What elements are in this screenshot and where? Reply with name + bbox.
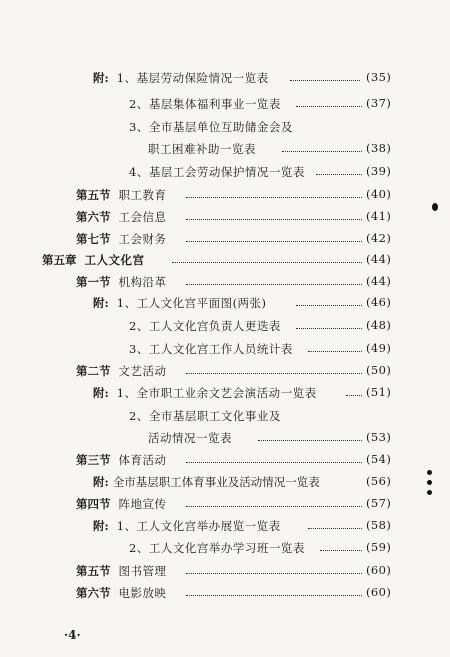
dot-leader [290,80,360,81]
toc-page-number: (40) [366,187,392,201]
toc-text: 机构沿革 [118,275,167,289]
dot-leader [186,197,362,198]
toc-page-number: (44) [366,274,392,288]
toc-entry [76,187,167,203]
toc-row [0,361,450,381]
toc-row [0,94,450,114]
toc-entry [76,274,167,290]
toc-entry [129,408,281,424]
toc-page-number: (46) [366,295,392,309]
toc-entry [76,563,167,579]
dot-leader [282,151,362,152]
toc-text: 电影放映 [118,586,167,600]
toc-row [0,428,450,448]
toc-page-number: (57) [366,496,392,510]
toc-page-number: (42) [366,231,392,245]
toc-text: 1、工人文化宫举办展览一览表 [116,519,281,533]
toc-label: 附: [93,475,109,489]
toc-page-number: (35) [366,70,392,84]
dot-leader [186,595,362,596]
toc-text: 4、基层工会劳动保护情况一览表 [129,165,305,179]
toc-text: 工会信息 [118,210,167,224]
toc-text: 文艺活动 [118,364,167,378]
toc-label: 第三节 [76,453,111,467]
toc-text: 工会财务 [118,232,167,246]
toc-entry [93,385,317,401]
toc-entry [76,231,167,247]
toc-label: 第四节 [76,497,111,511]
toc-text: 体育活动 [118,453,167,467]
dot-leader [186,219,362,220]
toc-text: 1、基层劳动保险情况一览表 [116,71,269,85]
toc-page-number: (44) [366,252,392,266]
toc-row [0,139,450,159]
dot-leader [308,528,362,529]
footer-page-number: ·4· [64,628,81,642]
dot-leader [296,106,362,107]
toc-entry [76,585,167,601]
toc-row [0,561,450,581]
toc-text: 图书管理 [118,564,167,578]
toc-row [0,250,450,270]
dot-leader [346,395,362,396]
toc-page-number: (39) [366,164,392,178]
toc-row [0,229,450,249]
toc-text: 3、全市基层单位互助储金会及 [129,120,293,134]
toc-row [0,516,450,536]
toc-entry [129,341,293,357]
toc-row [0,583,450,603]
toc-page-number: (56) [366,474,392,488]
toc-label: 第五章 [42,253,77,267]
toc-entry [93,518,281,534]
toc-text: 1、工人文化宫平面图(两张) [116,296,267,310]
toc-page-number: (54) [366,452,392,466]
toc-row [0,117,450,137]
toc-label: 第一节 [76,275,111,289]
toc-label: 第六节 [76,586,111,600]
toc-label: 第五节 [76,564,111,578]
toc-entry [129,540,305,556]
toc-label: 第二节 [76,364,111,378]
toc-entry [76,496,167,512]
toc-page-number: (58) [366,518,392,532]
dot-leader [296,328,362,329]
toc-row [0,293,450,313]
toc-text: 阵地宣传 [118,497,167,511]
toc-entry [129,318,281,334]
toc-text: 2、全市基层职工文化事业及 [129,409,281,423]
dot-leader [186,462,362,463]
toc-row [0,450,450,470]
toc-text: 2、工人文化宫举办学习班一览表 [129,541,305,555]
toc-page-number: (51) [366,385,392,399]
toc-entry [148,141,256,157]
dot-leader [186,241,362,242]
dot-leader [186,506,362,507]
toc-entry [93,474,320,490]
toc-row [0,316,450,336]
binding-hole-mark [427,470,432,475]
toc-text: 3、工人文化宫工作人员统计表 [129,342,293,356]
dot-leader [320,550,362,551]
binding-hole-mark [427,490,432,495]
toc-label: 附: [93,71,109,85]
toc-entry [93,295,267,311]
toc-page-number: (59) [366,540,392,554]
toc-label: 附: [93,296,109,310]
toc-row [0,472,450,492]
toc-row [0,68,450,88]
dot-leader [316,174,362,175]
toc-row [0,494,450,514]
toc-entry [42,252,145,268]
dot-leader [296,305,362,306]
binding-hole-mark [427,480,432,485]
toc-text: 2、基层集体福利事业一览表 [129,97,281,111]
toc-row [0,538,450,558]
toc-page-number: (48) [366,318,392,332]
toc-entry [148,430,232,446]
toc-row [0,185,450,205]
toc-entry [76,452,167,468]
toc-page-number: (41) [366,209,392,223]
toc-entry [93,70,269,86]
toc-label: 第五节 [76,188,111,202]
toc-entry [129,164,305,180]
toc-label: 附: [93,386,109,400]
toc-label: 第六节 [76,210,111,224]
toc-label: 第七节 [76,232,111,246]
toc-page-number: (60) [366,563,392,577]
dot-leader [172,262,362,263]
dot-leader [186,373,362,374]
toc-page-number: (49) [366,341,392,355]
toc-text: 活动情况一览表 [148,431,232,445]
toc-text: 职工教育 [118,188,167,202]
toc-page-number: (53) [366,430,392,444]
toc-row [0,207,450,227]
toc-text: 工人文化宫 [84,253,145,267]
dot-leader [186,284,362,285]
toc-row [0,339,450,359]
dot-leader [308,351,362,352]
toc-entry [129,96,281,112]
toc-page-number: (50) [366,363,392,377]
dot-leader [258,440,362,441]
toc-row [0,272,450,292]
toc-label: 附: [93,519,109,533]
toc-text: 职工困难补助一览表 [148,142,256,156]
toc-entry [76,209,167,225]
toc-row [0,383,450,403]
toc-page-number: (37) [366,96,392,110]
toc-page-number: (38) [366,141,392,155]
dot-leader [186,573,362,574]
toc-row [0,406,450,426]
toc-entry [76,363,167,379]
toc-entry [129,119,293,135]
binding-hole-mark [432,203,438,211]
toc-text: 全市基层职工体育事业及活动情况一览表 [112,475,320,489]
toc-text: 2、工人文化宫负责人更迭表 [129,319,281,333]
toc-text: 1、全市职工业余文艺会演活动一览表 [116,386,317,400]
toc-row [0,162,450,182]
toc-page-number: (60) [366,585,392,599]
